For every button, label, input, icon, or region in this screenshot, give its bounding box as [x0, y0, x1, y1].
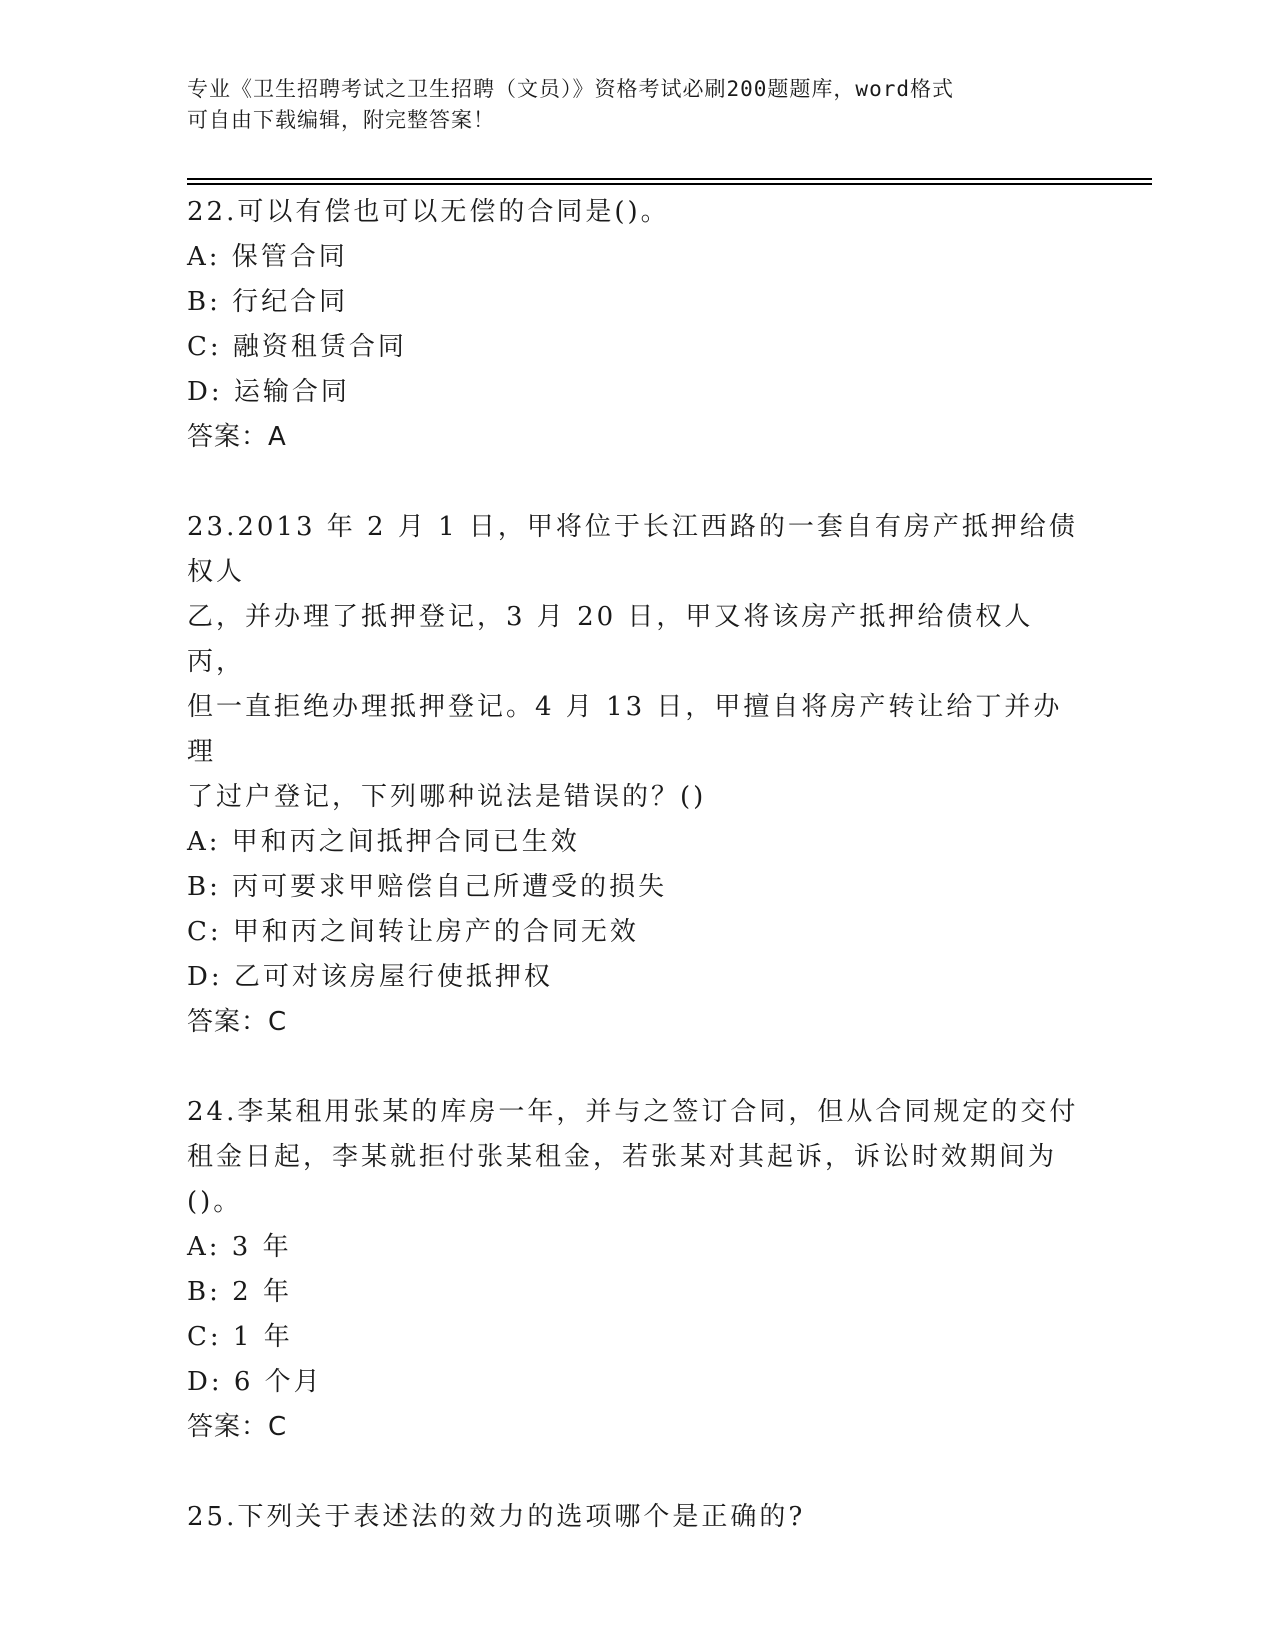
- question-stem: 22.可以有偿也可以无偿的合同是()。: [187, 197, 670, 227]
- question-stem-line: ()。: [187, 1187, 243, 1217]
- option-a: A: 甲和丙之间抵押合同已生效: [187, 827, 580, 857]
- header-line-2: 可自由下载编辑，附完整答案！: [187, 108, 495, 132]
- answer-line: 答案：C: [187, 1412, 288, 1442]
- question-stem-line: 租金日起，李某就拒付张某租金，若张某对其起诉，诉讼时效期间为: [187, 1142, 1058, 1172]
- question-stem: 25.下列关于表述法的效力的选项哪个是正确的?: [187, 1502, 806, 1532]
- answer-line: 答案：C: [187, 1007, 288, 1037]
- question-25: [187, 1495, 1087, 1540]
- question-list: [187, 190, 1087, 1585]
- option-a: A: 3 年: [187, 1232, 292, 1262]
- option-b: B: 2 年: [187, 1277, 292, 1307]
- header-line-1: 专业《卫生招聘考试之卫生招聘（文员）》资格考试必刷200题题库，word格式: [187, 77, 954, 101]
- option-d: D: 6 个月: [187, 1367, 323, 1397]
- option-b: B: 丙可要求甲赔偿自己所遭受的损失: [187, 872, 668, 902]
- question-24: [187, 1090, 1087, 1450]
- question-stem-line: 但一直拒绝办理抵押登记。4 月 13 日，甲擅自将房产转让给丁并办理: [187, 692, 1063, 767]
- option-c: C: 1 年: [187, 1322, 293, 1352]
- option-b: B: 行纪合同: [187, 287, 349, 317]
- header-divider-bottom: [187, 183, 1152, 185]
- question-stem-line: 24.李某租用张某的库房一年，并与之签订合同，但从合同规定的交付: [187, 1097, 1079, 1127]
- question-stem-line: 乙，并办理了抵押登记，3 月 20 日，甲又将该房产抵押给债权人丙，: [187, 602, 1034, 677]
- question-stem-line: 了过户登记，下列哪种说法是错误的？(): [187, 782, 707, 812]
- document-header: [187, 74, 1087, 136]
- option-d: D: 运输合同: [187, 377, 350, 407]
- question-22: [187, 190, 1087, 460]
- question-23: [187, 505, 1087, 1045]
- option-a: A: 保管合同: [187, 242, 348, 272]
- option-c: C: 甲和丙之间转让房产的合同无效: [187, 917, 639, 947]
- answer-line: 答案：A: [187, 422, 287, 452]
- option-c: C: 融资租赁合同: [187, 332, 407, 362]
- header-divider-top: [187, 178, 1152, 180]
- option-d: D: 乙可对该房屋行使抵押权: [187, 962, 553, 992]
- question-stem-line: 23.2013 年 2 月 1 日，甲将位于长江西路的一套自有房产抵押给债权人: [187, 512, 1078, 587]
